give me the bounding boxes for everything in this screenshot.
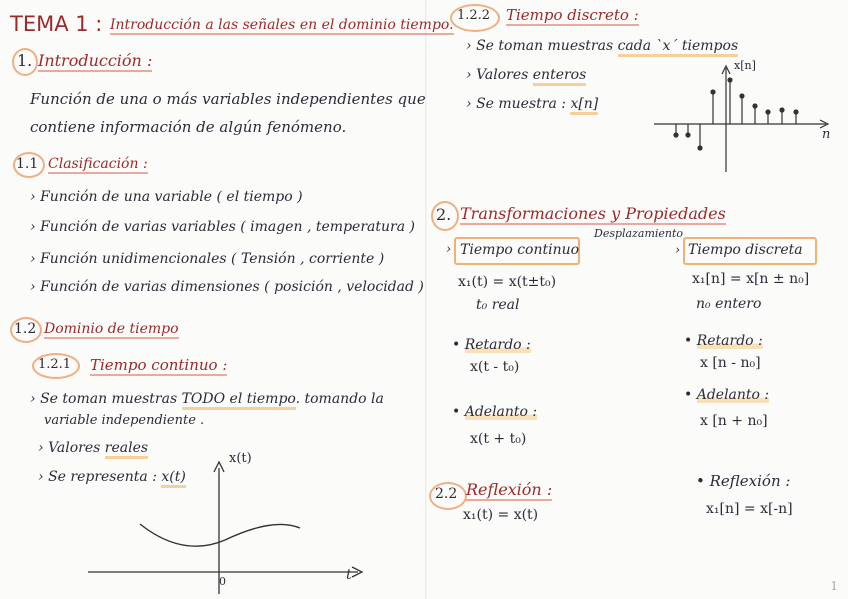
class-item-2: › Función de varias variables ( imagen , temperatura ) xyxy=(30,219,415,235)
class-item-3: › Función unidimencionales ( Tensión , corriente ) xyxy=(30,251,385,267)
tema-subtitle: Introducción a las señales en el dominio tiempo. xyxy=(110,17,454,33)
td-reflexion-label: • Reflexión : xyxy=(696,472,791,490)
class-item-1: › Función de una variable ( el tiempo ) xyxy=(30,189,303,205)
section-1-2-title: Dominio de tiempo xyxy=(44,321,179,337)
discrete-bullet-1: › Se toman muestras cada `x´ tiempos xyxy=(466,39,738,53)
discrete-graph-xlabel: n xyxy=(822,127,831,142)
td-adelanto-label: • Adelanto : xyxy=(684,387,770,403)
section-1-2-number: 1.2 xyxy=(14,321,37,337)
td-adelanto-formula: x [n + n₀] xyxy=(700,413,768,429)
tc-retardo-label: • Retardo : xyxy=(452,337,531,353)
class-item-4: › Función de varias dimensiones ( posición , velocidad ) xyxy=(30,279,424,295)
td-box-label: Tiempo discreta xyxy=(688,242,803,258)
section-2-2-title: Reflexión : xyxy=(466,480,553,499)
section-1-2-1-number: 1.2.1 xyxy=(38,357,72,372)
section-1-1-number: 1.1 xyxy=(16,156,39,172)
section-1-2-2-number: 1.2.2 xyxy=(457,8,491,23)
continuous-bullet-1: › Se toman muestras TODO el tiempo. tomando la xyxy=(30,392,384,406)
tc-box-label: Tiempo continuo xyxy=(460,242,580,258)
discrete-samples xyxy=(674,78,798,150)
tc-formula: x₁(t) = x(t±t₀) xyxy=(458,274,557,290)
section-1-title: Introducción : xyxy=(38,51,153,70)
discrete-graph-ylabel: x[n] xyxy=(734,59,756,72)
td-reflexion-formula: x₁[n] = x[-n] xyxy=(706,501,793,517)
td-retardo-label: • Retardo : xyxy=(684,333,763,349)
intro-line-2: contiene información de algún fenómeno. xyxy=(30,118,347,136)
td-formula: x₁[n] = x[n ± n₀] xyxy=(692,271,810,287)
discrete-bullet-3: › Se muestra : x[n] xyxy=(466,97,598,111)
tc-arrow: › xyxy=(446,242,452,257)
td-arrow: › xyxy=(675,243,681,258)
tc-note: t₀ real xyxy=(476,297,520,313)
section-2-title: Transformaciones y Propiedades xyxy=(460,204,726,223)
discrete-bullet-2: › Valores enteros xyxy=(466,68,586,82)
continuous-graph-ylabel: x(t) xyxy=(229,451,252,466)
section-1-number: 1. xyxy=(17,51,33,70)
td-retardo-formula: x [n - n₀] xyxy=(700,355,761,371)
continuous-bullet-2: › Valores reales xyxy=(38,441,148,455)
continuous-graph-xlabel: t xyxy=(346,567,352,583)
intro-line-1: Función de una o más variables independientes que xyxy=(30,90,426,108)
section-1-2-2-title: Tiempo discreto : xyxy=(506,6,639,24)
tc-retardo-formula: x(t - t₀) xyxy=(470,359,520,375)
continuous-bullet-3: › Se representa : x(t) xyxy=(38,470,186,484)
tc-adelanto-label: • Adelanto : xyxy=(452,404,538,420)
section-1-2-1-title: Tiempo continuo : xyxy=(90,356,228,374)
section-1-1-title: Clasificación : xyxy=(48,156,148,172)
tc-adelanto-formula: x(t + t₀) xyxy=(470,431,527,447)
page-number: 1 xyxy=(830,579,838,593)
tc-reflexion-formula: x₁(t) = x(t) xyxy=(463,507,539,523)
section-2-number: 2. xyxy=(436,205,452,224)
desplazamiento-label: Desplazamiento xyxy=(594,227,684,240)
continuous-graph-origin: 0 xyxy=(219,575,226,588)
continuous-bullet-1-cont: variable independiente . xyxy=(44,413,205,428)
td-note: n₀ entero xyxy=(696,296,762,312)
section-2-2-number: 2.2 xyxy=(435,486,458,502)
tema-heading: TEMA 1 : xyxy=(10,12,103,36)
